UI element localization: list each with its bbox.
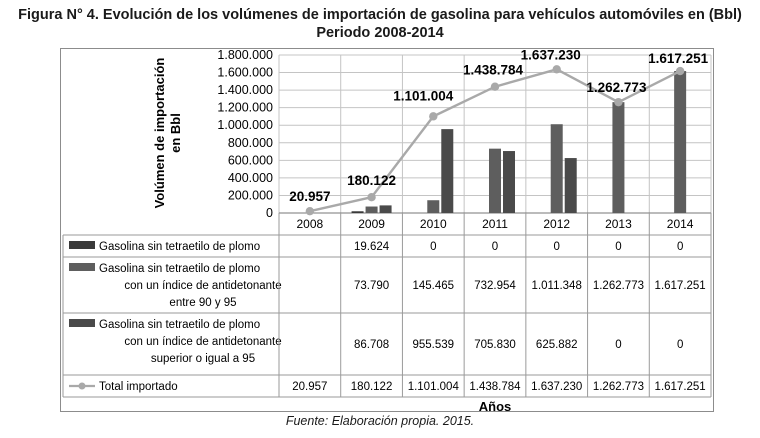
table-cell-1-2012: 0 (553, 241, 560, 253)
table-cell-2-2014: 1.617.251 (654, 280, 706, 292)
table-cell-2-2010: 145.465 (412, 280, 455, 292)
bar-2-2011 (489, 149, 501, 213)
total-point-2013 (614, 98, 622, 106)
x-tick-label: 2010 (419, 217, 447, 231)
y-tick-label: 600.000 (227, 153, 273, 168)
total-data-label-2012: 1.637.230 (520, 47, 581, 63)
table-cell-3-2014: 0 (676, 339, 684, 351)
legend-label-3-line-2: con un índice de antidetonante (124, 336, 282, 348)
table-cell-4-2012: 1.637.230 (531, 381, 583, 393)
bar-2-2009 (366, 207, 378, 213)
y-tick-label: 0 (266, 206, 273, 220)
legend-key-3 (69, 319, 95, 327)
total-point-2009 (367, 193, 375, 201)
bar-3-2011 (503, 151, 515, 213)
y-tick-label: 200.000 (227, 188, 273, 203)
total-point-2012 (553, 65, 561, 73)
legend-label-3-line-3: superior o igual a 95 (150, 353, 256, 365)
legend-label-2-line-2: con un índice de antidetonante (124, 280, 282, 292)
legend-label-3-line-1: Gasolina sin tetraetilo de plomo (99, 319, 261, 331)
legend-key-marker (79, 383, 86, 390)
table-cell-2-2012: 1.011.348 (531, 280, 582, 292)
bar-2-2014 (674, 71, 686, 213)
figure-title: Figura N° 4. Evolución de los volúmenes de importación de gasolina para vehículos automóviles en (Bbl) Periodo 2008-2014 (18, 7, 742, 41)
chart-frame (60, 48, 714, 412)
y-axis-title-line-1: Volúmen de importación (152, 57, 167, 209)
y-tick-label: 1.800.000 (217, 48, 273, 62)
chart-svg (61, 47, 713, 414)
total-point-2010 (429, 112, 437, 120)
table-cell-3-2010: 955.539 (412, 339, 455, 351)
legend-label-2-line-3: entre 90 y 95 (169, 297, 237, 309)
table-cell-1-2010: 0 (430, 241, 437, 253)
table-cell-2-2009: 73.790 (353, 280, 390, 292)
table-cell-3-2013: 0 (615, 339, 622, 351)
table-cell-3-2011: 705.830 (474, 339, 516, 351)
table-cell-4-2011: 1.438.784 (469, 381, 521, 393)
total-point-2014 (676, 67, 684, 75)
x-tick-label: 2008 (296, 217, 324, 231)
total-data-label-2014: 1.617.251 (648, 51, 709, 67)
bar-1-2009 (352, 211, 364, 213)
total-point-2008 (306, 207, 314, 215)
table-cell-4-2010: 1.101.004 (407, 381, 459, 393)
legend-label-2-line-1: Gasolina sin tetraetilo de plomo (99, 263, 261, 275)
y-tick-label: 1.400.000 (217, 83, 273, 98)
total-data-label-2008: 20.957 (289, 189, 331, 205)
table-cell-1-2014: 0 (676, 241, 684, 253)
x-tick-label: 2009 (358, 217, 385, 231)
table-cell-3-2012: 625.882 (535, 339, 578, 351)
table-cell-2-2013: 1.262.773 (592, 280, 645, 292)
table-cell-4-2008: 20.957 (292, 381, 328, 393)
table-cell-1-2009: 19.624 (353, 241, 390, 253)
table-cell-4-2009: 180.122 (350, 381, 393, 393)
table-cell-1-2013: 0 (615, 241, 622, 253)
legend-label-4-line-1: Total importado (99, 381, 178, 393)
total-data-label-2010: 1.101.004 (393, 88, 454, 104)
table-cell-1-2011: 0 (491, 241, 499, 253)
y-tick-label: 1.600.000 (217, 65, 273, 80)
x-tick-label: 2012 (543, 217, 571, 231)
legend-key-2 (69, 263, 95, 271)
total-data-label-2009: 180.122 (347, 173, 396, 189)
source-note: Fuente: Elaboración propia. 2015. (285, 414, 475, 428)
table-cell-3-2009: 86.708 (353, 339, 390, 351)
table-cell-2-2011: 732.954 (474, 280, 516, 292)
total-point-2011 (491, 83, 499, 91)
legend-label-1-line-1: Gasolina sin tetraetilo de plomo (99, 241, 261, 253)
x-tick-label: 2014 (666, 217, 694, 231)
total-data-label-2011: 1.438.784 (462, 62, 524, 78)
bar-2-2010 (427, 200, 439, 213)
y-tick-label: 800.000 (227, 135, 273, 150)
bar-3-2012 (565, 158, 577, 213)
bar-2-2012 (551, 124, 563, 213)
table-cell-4-2014: 1.617.251 (654, 381, 706, 393)
bar-3-2010 (441, 129, 453, 213)
x-axis-title: Años (478, 399, 512, 414)
x-tick-label: 2011 (482, 217, 508, 231)
bar-2-2013 (612, 102, 624, 213)
total-data-label-2013: 1.262.773 (586, 80, 647, 96)
y-axis-title-line-2: en Bbl (168, 113, 183, 153)
legend-key-1 (69, 241, 95, 249)
y-tick-label: 1.200.000 (217, 100, 273, 115)
y-tick-label: 400.000 (227, 170, 273, 185)
y-tick-label: 1.000.000 (217, 118, 273, 133)
x-tick-label: 2013 (605, 217, 632, 231)
bar-3-2009 (380, 205, 392, 213)
table-cell-4-2013: 1.262.773 (592, 381, 645, 393)
